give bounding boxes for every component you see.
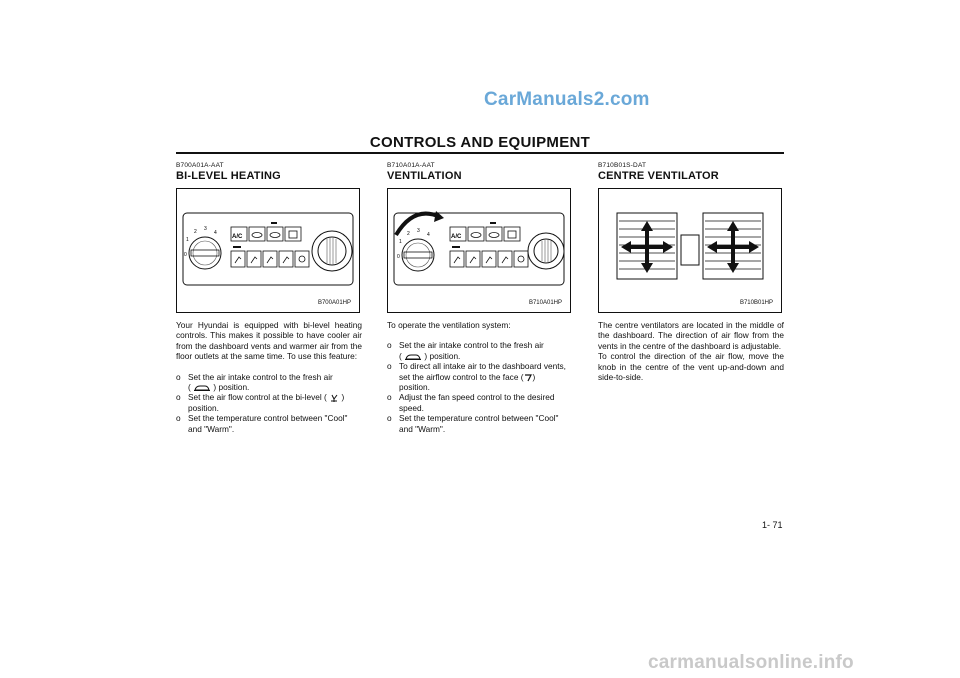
bullet-item bbox=[176, 413, 362, 434]
section-code: B710A01A-AAT bbox=[387, 162, 435, 169]
centre-vent-illustration bbox=[599, 189, 781, 312]
bullet-text: Adjust the fan speed control to the desired speed. bbox=[399, 392, 555, 413]
page-number: 1- 71 bbox=[762, 520, 783, 530]
fan-tick-2: 2 bbox=[194, 229, 197, 235]
watermark-top: CarManuals2.com bbox=[484, 89, 650, 110]
column-ventilation bbox=[387, 162, 573, 434]
ventilation-panel-illustration bbox=[388, 189, 570, 312]
fan-tick-3: 3 bbox=[204, 226, 207, 232]
header-rule bbox=[176, 152, 784, 154]
bullet-marker: o bbox=[176, 413, 181, 424]
fan-tick-1: 1 bbox=[399, 239, 402, 245]
bullet-item bbox=[387, 392, 573, 413]
bullet-text: position. bbox=[188, 402, 219, 413]
watermark-bottom: carmanualsonline.info bbox=[648, 652, 854, 673]
section-title: BI-LEVEL HEATING bbox=[176, 170, 281, 182]
bullet-text: Set the temperature control between "Cool" and "Warm". bbox=[399, 413, 559, 434]
paragraph: The centre ventilators are located in the middle of the dashboard. The direction of air flow from the vents in the centre of the dashboard is adjustable. bbox=[598, 320, 784, 351]
figure-label: B700A01HP bbox=[317, 300, 351, 306]
bullet-item bbox=[387, 340, 573, 361]
bullet-text: ) bbox=[532, 371, 536, 382]
bullet-text: To direct all intake air to the dashboard vents, set the airflow control to the face ( bbox=[399, 361, 566, 382]
car-recirc-icon bbox=[404, 353, 422, 361]
bullet-text: position. bbox=[399, 382, 430, 393]
bullet-marker: o bbox=[176, 371, 181, 382]
bilevel-icon bbox=[329, 394, 339, 403]
control-panel-figure bbox=[176, 188, 360, 313]
fan-tick-0: 0 bbox=[397, 254, 400, 260]
bullet-text: ) bbox=[341, 392, 345, 403]
fan-tick-4: 4 bbox=[427, 232, 430, 238]
bullet-item bbox=[387, 361, 573, 392]
section-body bbox=[387, 320, 573, 434]
bullet-marker: o bbox=[387, 413, 392, 424]
bullet-marker: o bbox=[176, 392, 181, 403]
paren: ( bbox=[399, 350, 402, 361]
control-panel-figure bbox=[387, 188, 571, 313]
bullet-text: Set the air intake control to the fresh air bbox=[399, 340, 544, 351]
bullet-item bbox=[176, 392, 362, 413]
fan-tick-4: 4 bbox=[214, 230, 217, 236]
section-code: B700A01A-AAT bbox=[176, 162, 224, 169]
bullet-text: ) position. bbox=[424, 350, 461, 361]
paragraph: To control the direction of the air flow, move the knob in the centre of the vent up-and-down and side-to-side. bbox=[598, 351, 784, 383]
centre-vent-figure bbox=[598, 188, 782, 313]
bullet-text: Set the temperature control between "Cool" and "Warm". bbox=[188, 413, 348, 434]
bullet-text: Set the air intake control to the fresh air bbox=[188, 371, 333, 382]
bullet-item bbox=[176, 372, 362, 393]
column-bilevel-heating bbox=[176, 162, 362, 434]
bullet-marker: o bbox=[387, 340, 392, 351]
fan-tick-0: 0 bbox=[184, 252, 187, 258]
section-header: CONTROLS AND EQUIPMENT bbox=[369, 134, 591, 151]
bullet-text: Set the air flow control at the bi-level ( bbox=[188, 392, 327, 403]
bullet-marker: o bbox=[387, 361, 392, 372]
bullet-text: ) position. bbox=[213, 382, 250, 393]
fan-tick-3: 3 bbox=[417, 228, 420, 234]
section-body bbox=[598, 320, 784, 382]
figure-label: B710B01HP bbox=[739, 300, 773, 306]
section-title: VENTILATION bbox=[387, 170, 462, 182]
ac-label: A/C bbox=[232, 234, 243, 240]
column-centre-ventilator bbox=[598, 162, 784, 382]
car-recirc-icon bbox=[193, 384, 211, 392]
section-body bbox=[176, 320, 362, 434]
intro-paragraph: To operate the ventilation system: bbox=[387, 320, 511, 330]
bullet-item bbox=[387, 413, 573, 434]
intro-paragraph: Your Hyundai is equipped with bi-level heating controls. This makes it possible to have cooler air from the dashboard vents and warmer air from the floor outlets at the same time. To use this feature: bbox=[176, 320, 362, 362]
ac-label: A/C bbox=[451, 234, 462, 240]
paren: ( bbox=[188, 382, 191, 393]
figure-label: B710A01HP bbox=[528, 300, 562, 306]
fan-tick-2: 2 bbox=[407, 231, 410, 237]
section-title: CENTRE VENTILATOR bbox=[598, 170, 719, 182]
bullet-marker: o bbox=[387, 392, 392, 403]
section-code: B710B01S-DAT bbox=[598, 162, 647, 169]
fan-tick-1: 1 bbox=[186, 237, 189, 243]
face-vent-icon bbox=[524, 373, 533, 382]
heater-panel-illustration bbox=[177, 189, 359, 312]
